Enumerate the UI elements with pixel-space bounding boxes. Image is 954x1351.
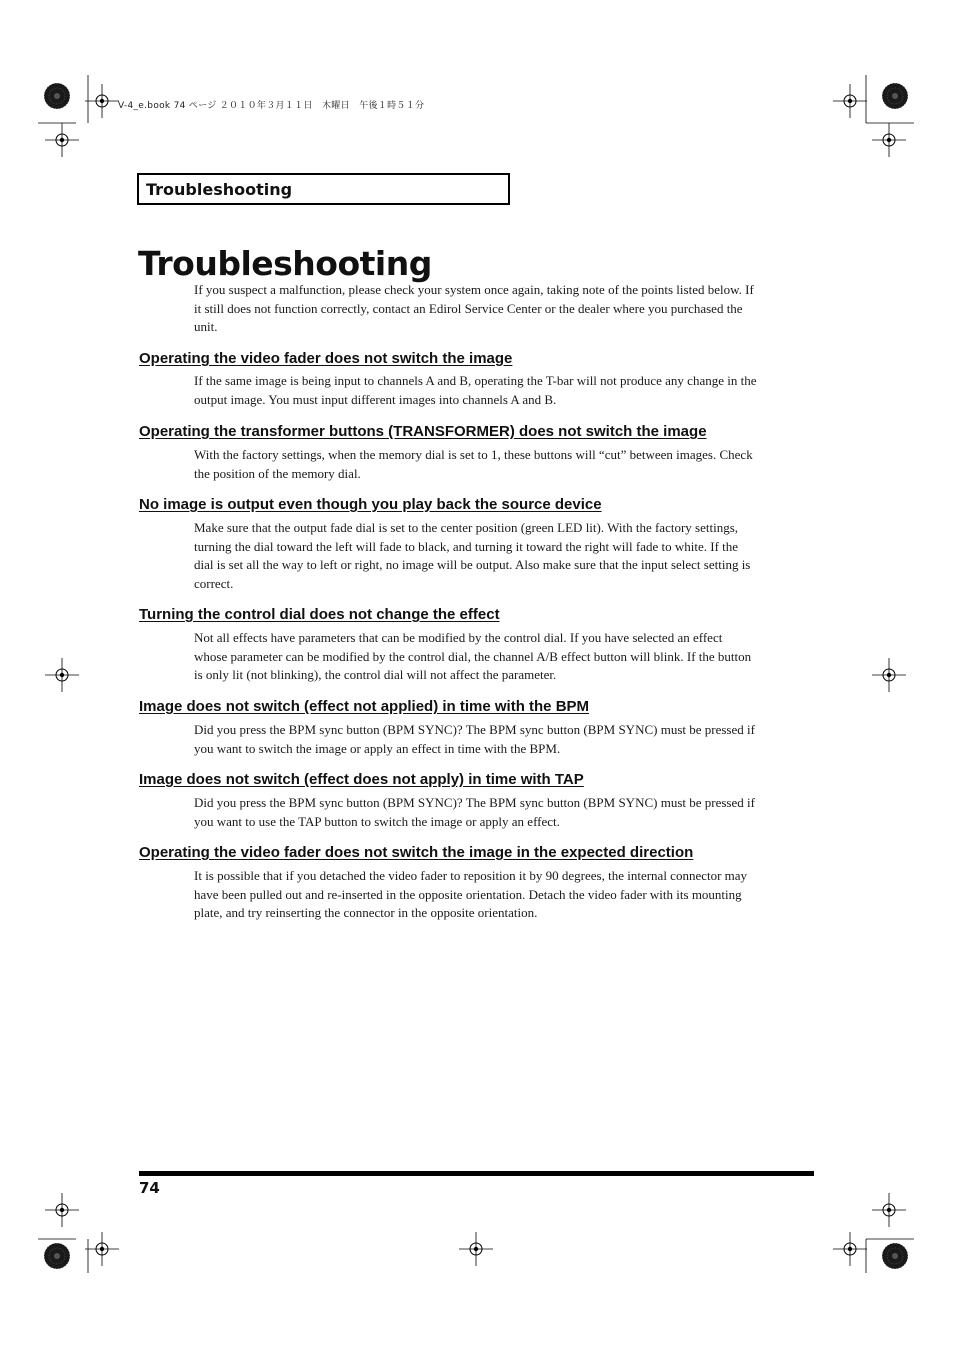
- page-number: 74: [139, 1179, 160, 1197]
- intro-paragraph: If you suspect a malfunction, please check your system once again, taking note of the points listed below. If it still does not function correctly, contact an Edirol Service Center or the dealer where you purchased the unit.: [194, 282, 754, 334]
- item-body-fader-direction: It is possible that if you detached the video fader to reposition it by 90 degrees, the internal connector may have been pulled out and re-inserted in the opposite orientation. Detach the video fader with its mounting plate, and try reinserting the connector in the opposite orientation.: [194, 868, 748, 920]
- item-body-transformer: With the factory settings, when the memory dial is set to 1, these buttons will “cut” between images. Check the position of the memory dial.: [194, 447, 753, 481]
- item-body-tap: Did you press the BPM sync button (BPM SYNC)? The BPM sync button (BPM SYNC) must be pressed if you want to use the TAP button to switch the image or apply an effect.: [194, 795, 755, 829]
- item-heading-transformer: Operating the transformer buttons (TRANSFORMER) does not switch the image: [139, 423, 707, 440]
- item-body-video-fader: If the same image is being input to channels A and B, operating the T-bar will not produce any change in the output image. You must input different images into channels A and B.: [194, 373, 757, 407]
- print-header: V-4_e.book 74 ページ ２０１０年３月１１日 木曜日 午後１時５１分: [118, 101, 425, 111]
- item-heading-bpm: Image does not switch (effect not applied) in time with the BPM: [139, 698, 590, 715]
- item-heading-video-fader: Operating the video fader does not switch the image: [139, 350, 513, 367]
- item-heading-no-image: No image is output even though you play back the source device: [139, 496, 602, 513]
- item-heading-tap: Image does not switch (effect does not apply) in time with TAP: [139, 771, 584, 788]
- page-title: Troubleshooting: [138, 244, 432, 283]
- section-tab-label: Troubleshooting: [146, 180, 293, 199]
- item-heading-control-dial: Turning the control dial does not change the effect: [139, 606, 500, 623]
- item-body-bpm: Did you press the BPM sync button (BPM SYNC)? The BPM sync button (BPM SYNC) must be pressed if you want to switch the image or apply an effect in time with the BPM.: [194, 722, 755, 756]
- item-body-control-dial: Not all effects have parameters that can be modified by the control dial. If you have selected an effect whose parameter can be modified by the control dial, the channel A/B effect button will blink. If the button is only lit (not blinking), the control dial will not affect the parameter.: [194, 630, 752, 682]
- item-body-no-image: Make sure that the output fade dial is set to the center position (green LED lit). With the factory settings, turning the dial toward the left will fade to black, and turning it toward the right will fade to white. If the dial is set all the way to left or right, no image will be output. Also make sure that the input select setting is correct.: [194, 520, 751, 591]
- item-heading-fader-direction: Operating the video fader does not switch the image in the expected direction: [139, 844, 694, 861]
